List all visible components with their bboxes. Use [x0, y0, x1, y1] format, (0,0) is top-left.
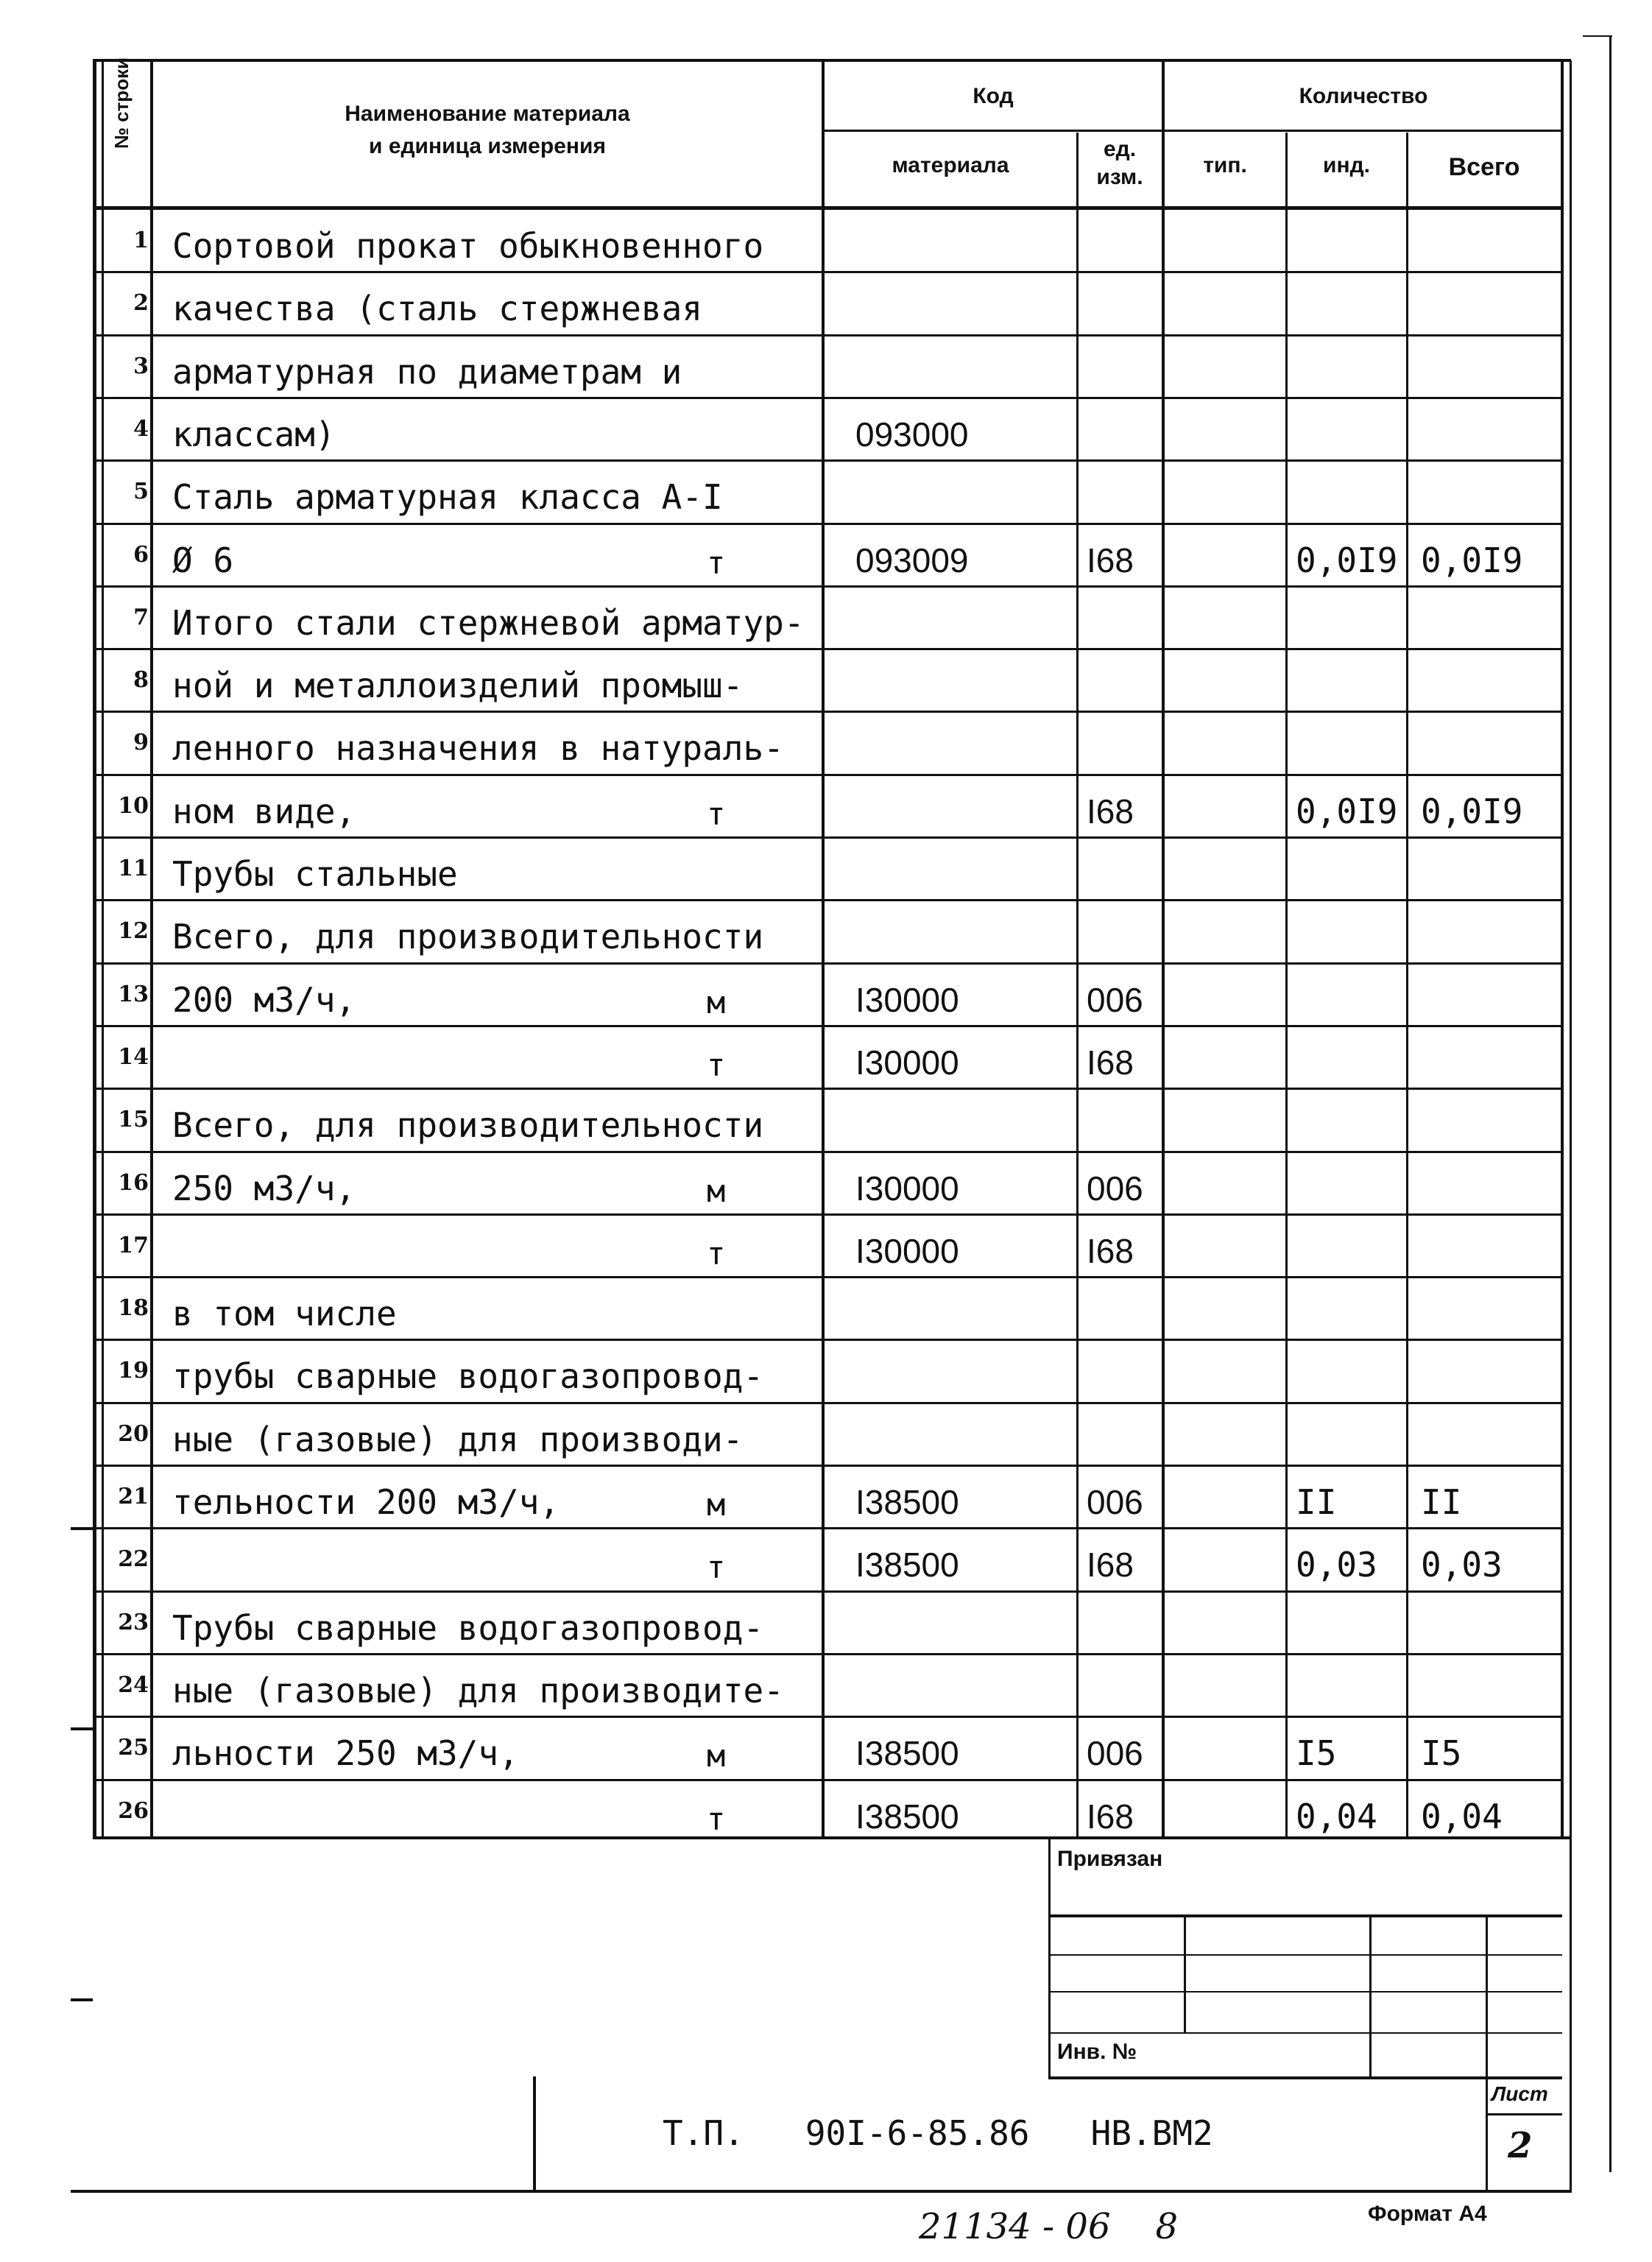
material-name: Сортовой прокат обыкновенного: [172, 226, 764, 266]
row-number: 25: [118, 1735, 149, 1761]
quantity-total: II: [1421, 1482, 1462, 1522]
unit-code: I68: [1087, 1231, 1134, 1270]
row-separator: [93, 648, 1562, 650]
quantity-header: Количество: [1299, 84, 1428, 108]
quantity-individual: 0,0I9: [1296, 791, 1398, 831]
unit-code: I68: [1087, 1546, 1134, 1585]
material-code: I30000: [855, 1169, 959, 1208]
row-separator: [93, 962, 1562, 965]
unit-code: 006: [1087, 1483, 1143, 1521]
quantity-total: 0,03: [1421, 1545, 1503, 1585]
material-code: I38500: [855, 1797, 959, 1836]
material-name: Сталь арматурная класса А-I: [172, 477, 723, 518]
material-code: I38500: [855, 1483, 959, 1521]
row-number: 5: [133, 479, 149, 505]
unit-symbol: т: [707, 795, 726, 832]
unit-code: I68: [1087, 540, 1134, 579]
material-code: 093009: [855, 540, 969, 579]
material-code: I30000: [855, 1231, 959, 1270]
unit-symbol: м: [707, 1738, 726, 1775]
material-name: Ø 6: [172, 540, 234, 580]
row-separator: [93, 1527, 1562, 1529]
qty-typ-header: тип.: [1203, 153, 1247, 177]
row-separator: [93, 1339, 1562, 1341]
row-number: 14: [118, 1043, 149, 1070]
quantity-total: I5: [1421, 1733, 1462, 1774]
row-number: 12: [118, 918, 149, 945]
row-number: 9: [133, 730, 149, 756]
code-header: Код: [973, 84, 1014, 108]
row-separator: [93, 585, 1562, 588]
row-number: 15: [118, 1107, 149, 1133]
row-separator: [93, 1025, 1562, 1027]
name-header-line2: и единица измерения: [369, 134, 606, 158]
unit-symbol: т: [707, 1235, 726, 1272]
qty-ind-header: инд.: [1323, 153, 1370, 177]
unit-symbol: м: [707, 1172, 726, 1209]
row-number: 26: [118, 1797, 149, 1824]
row-separator: [93, 774, 1562, 776]
material-code: I30000: [855, 1043, 959, 1082]
row-number: 18: [118, 1295, 149, 1322]
material-name: тельности 200 м3/ч,: [172, 1482, 560, 1522]
row-number: 19: [118, 1358, 149, 1384]
row-separator: [93, 899, 1562, 901]
row-separator: [93, 459, 1562, 462]
material-name: арматурная по диаметрам и: [172, 351, 682, 392]
sheet-number: 2: [1508, 2125, 1533, 2166]
tied-label: Привязан: [1057, 1847, 1163, 1871]
unit-symbol: т: [707, 1800, 726, 1837]
material-name: ном виде,: [172, 791, 356, 831]
row-separator: [93, 523, 1562, 525]
row-separator: [93, 1653, 1562, 1655]
unit-code: I68: [1087, 1797, 1134, 1836]
document-designation: Т.П. 90I-6-85.86 НВ.ВМ2: [663, 2113, 1213, 2153]
material-code: I38500: [855, 1546, 959, 1585]
material-name: ной и металлоизделий промыш-: [172, 666, 744, 706]
unit-code: I68: [1087, 792, 1134, 831]
row-separator: [93, 711, 1562, 713]
row-separator: [93, 1402, 1562, 1404]
unit-code: 006: [1087, 980, 1143, 1019]
row-separator: [93, 1088, 1562, 1090]
row-number: 13: [118, 981, 149, 1007]
quantity-total: 0,04: [1421, 1796, 1503, 1836]
material-name: 200 м3/ч,: [172, 979, 356, 1020]
row-number: 10: [118, 792, 149, 819]
qty-total-header: Всего: [1448, 153, 1520, 181]
material-name: в том числе: [172, 1294, 397, 1334]
row-number-header: № строки: [110, 57, 133, 149]
inventory-number-label: Инв. №: [1057, 2040, 1137, 2064]
quantity-individual: 0,0I9: [1296, 540, 1398, 580]
sheet-label: Лист: [1492, 2082, 1548, 2105]
row-separator: [93, 397, 1562, 399]
material-name: ленного назначения в натураль-: [172, 728, 784, 769]
material-name: ные (газовые) для производите-: [172, 1670, 784, 1710]
handwritten-archive-number: 21134 - 06 8: [919, 2206, 1179, 2247]
format-label: Формат А4: [1368, 2202, 1487, 2226]
row-number: 20: [118, 1420, 149, 1447]
material-name: трубы сварные водогазопровод-: [172, 1356, 764, 1397]
name-header-line1: Наименование материала: [345, 102, 630, 126]
row-number: 11: [118, 856, 149, 881]
material-name: Всего, для производительности: [172, 1105, 764, 1146]
row-separator: [93, 1779, 1562, 1781]
unit-symbol: т: [707, 1549, 726, 1586]
material-name: качества (сталь стержневая: [172, 289, 703, 329]
row-separator: [93, 1465, 1562, 1467]
row-separator: [93, 1151, 1562, 1153]
row-number: 3: [133, 353, 149, 379]
unit-symbol: м: [707, 1487, 726, 1523]
unit-symbol: т: [707, 544, 726, 581]
row-number: 1: [133, 228, 149, 253]
unit-code: 006: [1087, 1169, 1143, 1208]
quantity-individual: II: [1296, 1482, 1337, 1522]
material-name: Трубы стальные: [172, 854, 458, 894]
row-number: 2: [133, 290, 149, 317]
code-material-header: материала: [892, 153, 1009, 177]
row-separator: [93, 1213, 1562, 1216]
row-number: 8: [133, 667, 149, 694]
row-number: 17: [118, 1232, 149, 1258]
row-number: 21: [118, 1484, 149, 1509]
quantity-individual: I5: [1296, 1733, 1337, 1774]
unit-symbol: т: [707, 1046, 726, 1083]
row-separator: [93, 334, 1562, 337]
quantity-total: 0,0I9: [1421, 791, 1523, 831]
material-code: 093000: [855, 415, 969, 454]
unit-symbol: м: [707, 984, 726, 1021]
code-unit-header: ед. изм.: [1096, 137, 1143, 189]
material-name: Трубы сварные водогазопровод-: [172, 1607, 764, 1648]
unit-code: 006: [1087, 1734, 1143, 1773]
material-name: классам): [172, 414, 336, 454]
quantity-total: 0,0I9: [1421, 540, 1523, 580]
row-number: 4: [133, 415, 149, 442]
material-name: Всего, для производительности: [172, 917, 764, 957]
row-separator: [93, 271, 1562, 273]
row-number: 24: [118, 1671, 149, 1698]
row-separator: [93, 1276, 1562, 1278]
row-separator: [93, 1590, 1562, 1593]
row-number: 23: [118, 1609, 149, 1635]
quantity-individual: 0,04: [1296, 1796, 1377, 1836]
row-number: 7: [133, 604, 149, 630]
row-separator: [93, 836, 1562, 839]
row-separator: [93, 1716, 1562, 1718]
material-code: I38500: [855, 1734, 959, 1773]
quantity-individual: 0,03: [1296, 1545, 1377, 1585]
material-code: I30000: [855, 980, 959, 1019]
row-number: 6: [133, 541, 149, 568]
row-number: 16: [118, 1169, 149, 1196]
material-name: 250 м3/ч,: [172, 1168, 356, 1208]
material-name: Итого стали стержневой арматур-: [172, 602, 805, 643]
material-name: льности 250 м3/ч,: [172, 1733, 519, 1774]
unit-code: I68: [1087, 1043, 1134, 1082]
material-name: ные (газовые) для производи-: [172, 1419, 744, 1459]
row-number: 22: [118, 1546, 149, 1573]
